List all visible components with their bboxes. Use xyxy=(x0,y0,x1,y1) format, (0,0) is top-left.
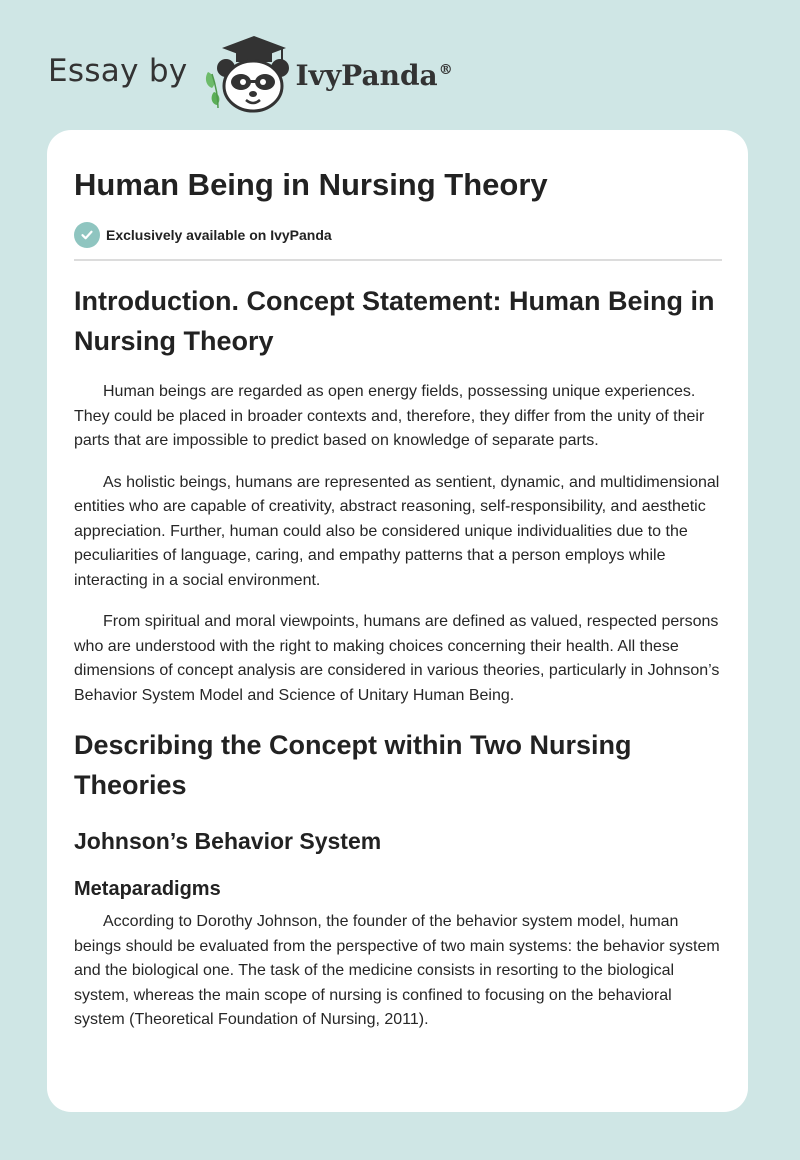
page-title: Human Being in Nursing Theory xyxy=(74,167,548,202)
registered-mark: ® xyxy=(438,62,453,79)
title-divider xyxy=(74,259,722,261)
subsection-heading-johnson: Johnson’s Behavior System xyxy=(74,828,382,854)
section-heading-describing: Describing the Concept within Two Nursing Theories xyxy=(74,730,632,800)
metaparadigms-paragraph: According to Dorothy Johnson, the founder of the behavior system model, human beings should be evaluated from the perspective of two main systems: the behavior system and the biological one. The task of the medicine consists in resorting to the biological system, whereas the main scope of nursing is confined to focusing on the behavioral system (Theoretical Foundation of Nursing, 2011). xyxy=(74,913,720,1028)
intro-paragraph-2: As holistic beings, humans are represented as sentient, dynamic, and multidimensional entities who are capable of creativity, abstract reasoning, self-responsibility, and aesthetic appreciation. Further, human could also be considered unique individualities due to the peculiarities of language, caring, and empathy patterns that a person employs while interacting in a social environment. xyxy=(74,473,720,589)
exclusive-badge xyxy=(74,221,722,249)
brand-name[interactable]: IvyPanda® xyxy=(295,58,453,92)
intro-paragraph-3: From spiritual and moral viewpoints, humans are defined as valued, respected persons who are understood with the right to making choices concerning their health. All these dimensions of concept analysis are considered in various theories, particularly in Johnson’s Behavior System Model and Science of Unitary Human Being. xyxy=(74,613,720,704)
section-heading-introduction: Introduction. Concept Statement: Human Being in Nursing Theory xyxy=(74,286,715,356)
essay-by-label: Essay by xyxy=(48,53,188,89)
essay-card xyxy=(47,130,748,1112)
site-header xyxy=(48,34,453,114)
exclusive-badge-text: Exclusively available on IvyPanda xyxy=(106,227,332,243)
intro-paragraph-1: Human beings are regarded as open energy fields, possessing unique experiences. They could be placed in broader contexts and, therefore, they differ from the unity of their parts that are impossible to predict based on knowledge of separate parts. xyxy=(74,383,705,449)
panda-logo-icon[interactable] xyxy=(202,34,292,114)
check-icon xyxy=(74,222,100,248)
subsection-heading-metaparadigms: Metaparadigms xyxy=(74,878,221,900)
